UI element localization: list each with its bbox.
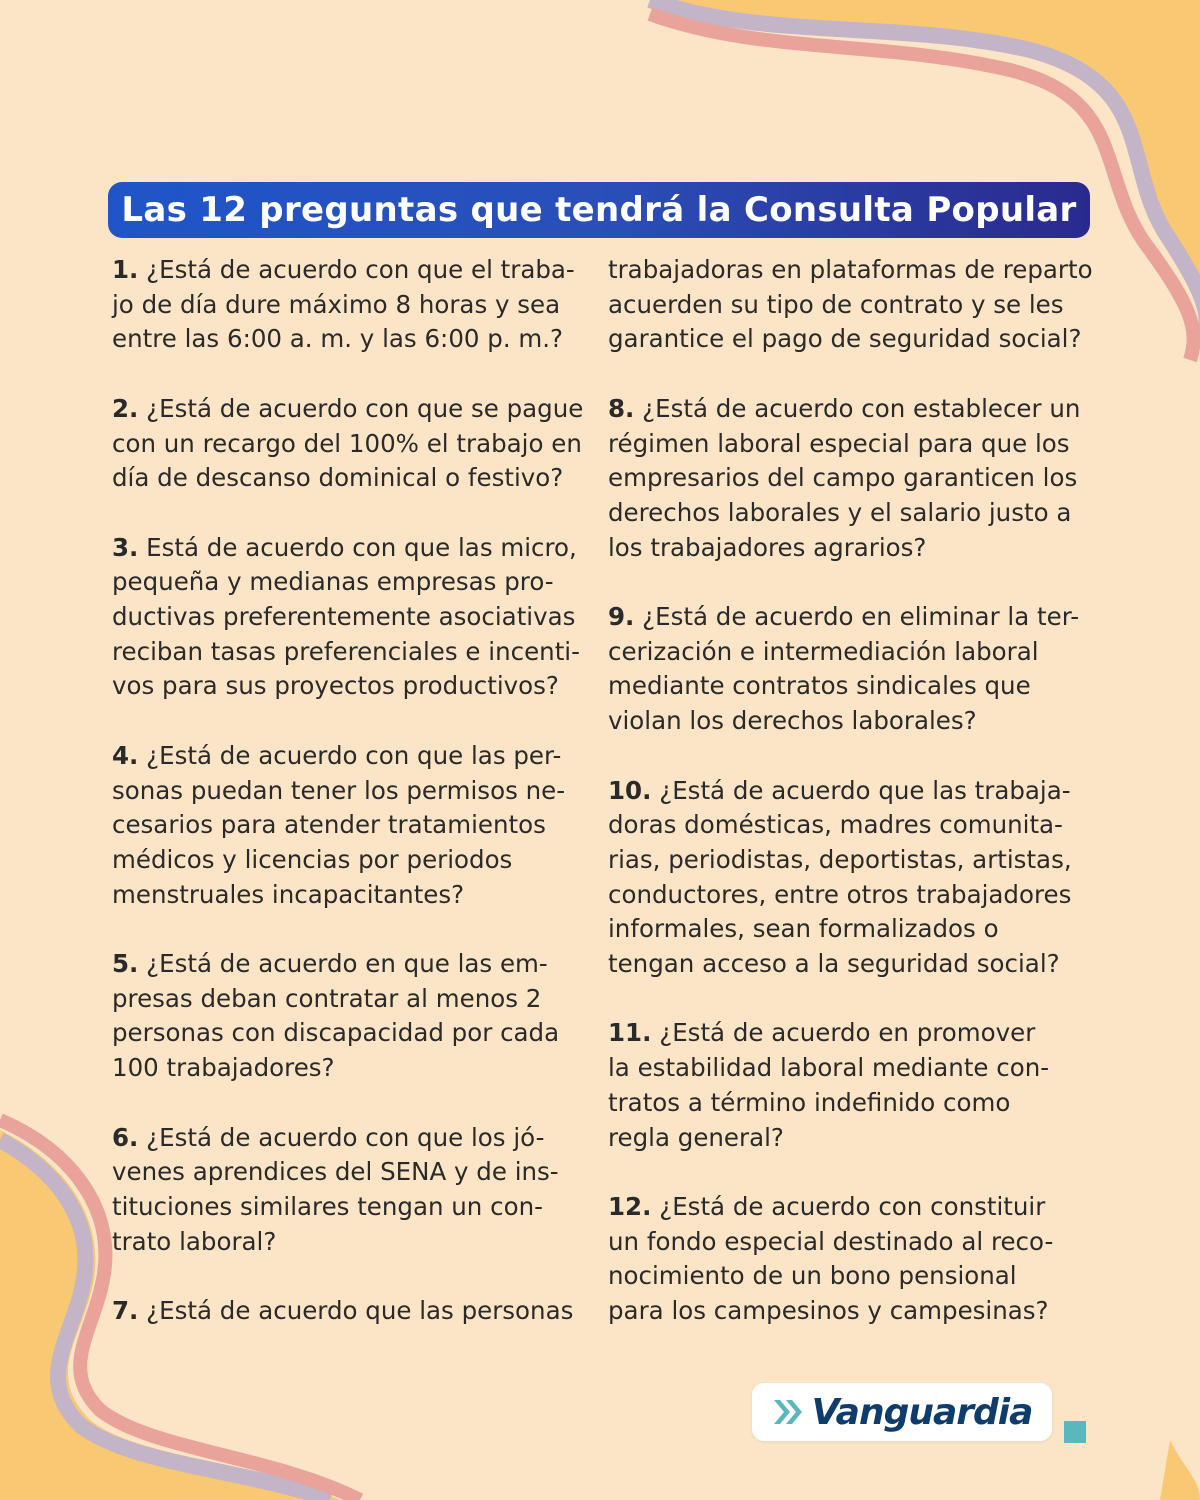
vanguardia-logo xyxy=(752,1383,1052,1441)
question-11 xyxy=(608,1016,1093,1155)
question-7-continued xyxy=(608,253,1093,357)
question-text: ¿Está de acuerdo con que se pague con un recargo del 100% el trabajo en día de descanso dominical o festivo? xyxy=(112,393,584,493)
question-text: ¿Está de acuerdo con establecer un régimen laboral especial para que los empresarios del campo garanticen los derechos laborales y el salario justo a los trabajadores agrarios? xyxy=(608,393,1081,562)
question-text: ¿Está de acuerdo con que los jó- venes aprendices del SENA y de ins- tituciones similares tengan un con- trato laboral? xyxy=(112,1122,559,1256)
questions-left-column xyxy=(112,253,592,1363)
question-1 xyxy=(112,253,592,357)
question-number: 4. xyxy=(112,740,139,770)
question-number: 9. xyxy=(608,602,635,631)
question-8 xyxy=(608,392,1093,566)
question-text: ¿Está de acuerdo que las personas xyxy=(146,1296,574,1325)
question-12 xyxy=(608,1190,1093,1329)
question-number: 1. xyxy=(112,255,139,284)
question-text: trabajadoras en plataformas de reparto acuerden su tipo de contrato y se les garantice el pago de seguridad social? xyxy=(608,255,1093,354)
question-text: ¿Está de acuerdo con que las per- sonas puedan tener los permisos ne- cesarios para atender tratamientos médicos y licencias por periodos menstruales incapacitantes? xyxy=(112,740,566,909)
question-text: ¿Está de acuerdo en que las em- presas deban contratar al menos 2 personas con discapacidad por cada 100 trabajadores? xyxy=(112,949,560,1083)
question-9 xyxy=(608,600,1093,739)
question-number: 8. xyxy=(608,393,635,423)
question-text: Está de acuerdo con que las micro, pequeña y medianas empresas pro- ductivas preferentemente asociativas reciban tasas preferenciales e incenti- vos para sus proyectos productivos? xyxy=(112,532,580,701)
title-banner xyxy=(108,182,1090,238)
question-number: 6. xyxy=(112,1122,139,1152)
question-number: 11. xyxy=(608,1018,652,1048)
question-text: ¿Está de acuerdo con que el traba- jo de día dure máximo 8 horas y sea entre las 6:00 a. m. y las 6:00 p. m.? xyxy=(112,255,575,354)
question-4 xyxy=(112,739,592,913)
brand-name: Vanguardia xyxy=(811,1391,1033,1433)
question-text: ¿Está de acuerdo con constituir un fondo especial destinado al reco- nocimiento de un bono pensional para los campesinos y campesinas? xyxy=(608,1191,1054,1326)
question-2 xyxy=(112,392,592,496)
question-number: 10. xyxy=(608,775,652,805)
question-number: 2. xyxy=(112,393,139,423)
question-number: 5. xyxy=(112,949,139,978)
question-5 xyxy=(112,947,592,1086)
question-text: ¿Está de acuerdo en promover la estabilidad laboral mediante con- tratos a término indefinido como regla general? xyxy=(608,1018,1050,1152)
question-7-start xyxy=(112,1294,592,1329)
question-6 xyxy=(112,1121,592,1260)
question-text: ¿Está de acuerdo en eliminar la ter- cerización e intermediación laboral mediante contratos sindicales que violan los derechos laborales? xyxy=(608,602,1080,736)
page-title: Las 12 preguntas que tendrá la Consulta Popular xyxy=(121,190,1077,230)
question-3 xyxy=(112,531,592,705)
question-10 xyxy=(608,774,1093,982)
question-number: 3. xyxy=(112,532,139,562)
question-number: 12. xyxy=(608,1191,652,1221)
decorative-square xyxy=(1064,1421,1086,1443)
questions-right-column xyxy=(608,253,1093,1363)
chevrons-icon xyxy=(772,1397,808,1427)
question-number: 7. xyxy=(112,1296,139,1325)
question-text: ¿Está de acuerdo que las trabaja- doras domésticas, madres comunita- rias, periodistas, deportistas, artistas, conductores, entre otros trabajadores informales, sean formalizados o tengan acceso a la seguridad social? xyxy=(608,775,1072,979)
